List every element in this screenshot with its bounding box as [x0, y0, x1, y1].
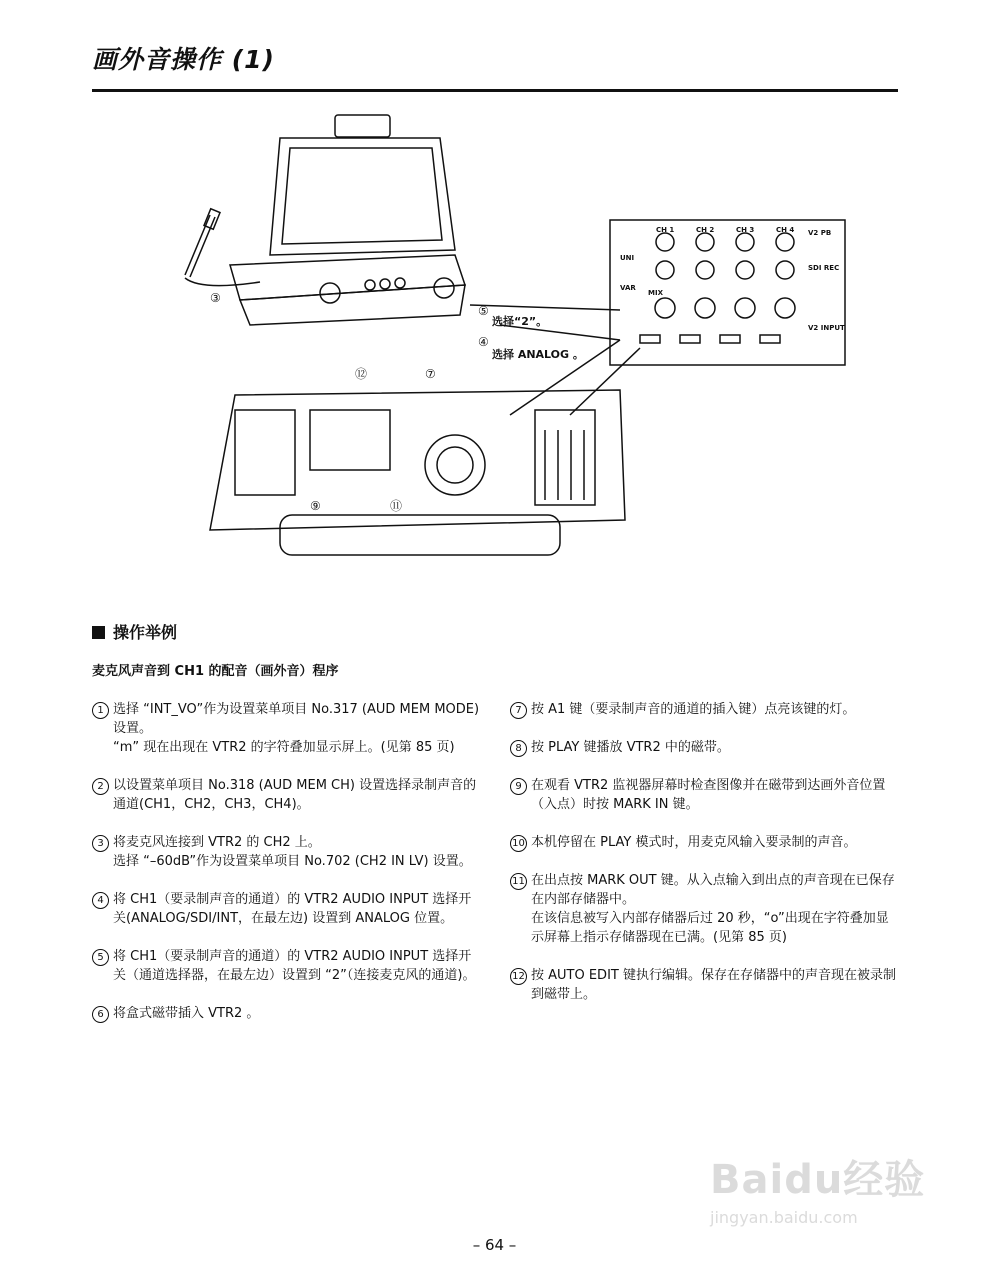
- step-text: 选择 “–60dB”作为设置菜单项目 No.702 (CH2 IN LV) 设置。: [113, 854, 472, 869]
- callout-11: ⑪: [390, 499, 403, 513]
- step-item: [92, 700, 482, 757]
- step-item: [92, 776, 482, 814]
- step-number: 5: [92, 949, 109, 966]
- equipment-illustration: [180, 110, 880, 590]
- step-text: 按 A1 键（要录制声音的通道的插入键）点亮该键的灯。: [531, 702, 856, 717]
- step-number: 2: [92, 778, 109, 795]
- square-bullet-icon: [92, 626, 105, 639]
- callout-12: ⑫: [355, 367, 368, 381]
- watermark-url: jingyan.baidu.com: [710, 1208, 858, 1227]
- knob-row-1: [655, 233, 795, 318]
- step-text: 以设置菜单项目 No.318 (AUD MEM CH) 设置选择录制声音的通道(CH1，CH2，CH3，CH4)。: [113, 778, 477, 812]
- callout-9: ⑨: [310, 499, 321, 513]
- callout-3: ③: [210, 291, 221, 305]
- step-number: 9: [510, 778, 527, 795]
- step-number: 3: [92, 835, 109, 852]
- panel-sdirec: SDI REC: [808, 264, 840, 272]
- step-text: 在出点按 MARK OUT 键。从入点输入到出点的声音现在已保存在内部存储器中。: [531, 873, 895, 907]
- step-text: 将盒式磁带插入 VTR2 。: [113, 1006, 260, 1021]
- watermark-brand: Baidu经验: [710, 1157, 926, 1203]
- step-item: [510, 700, 900, 719]
- steps-left-column: [92, 700, 482, 1042]
- page-number: – 64 –: [472, 1236, 517, 1254]
- step-number: 1: [92, 702, 109, 719]
- step-number: 4: [92, 892, 109, 909]
- step-text: 在该信息被写入内部存储器后过 20 秒，“o”出现在字符叠加显示屏幕上指示存储器现在已满。(见第 85 页): [531, 911, 889, 945]
- step-text: 将 CH1（要录制声音的通道）的 VTR2 AUDIO INPUT 选择开关（通道选择器，在最左边）设置到 “2”（连接麦克风的通道)。: [113, 949, 476, 983]
- step-text: “m” 现在出现在 VTR2 的字符叠加显示屏上。(见第 85 页): [113, 740, 455, 755]
- label-select-analog: 选择 ANALOG 。: [492, 348, 584, 361]
- panel-uni: UNI: [620, 254, 635, 262]
- panel-ch1: CH 1: [656, 226, 675, 234]
- section-subheading: 麦克风声音到 CH1 的配音（画外音）程序: [92, 664, 339, 679]
- step-number: 8: [510, 740, 527, 757]
- step-text: 选择 “INT_VO”作为设置菜单项目 No.317 (AUD MEM MODE) 设置。: [113, 702, 480, 736]
- panel-ch2: CH 2: [696, 226, 715, 234]
- step-item: [510, 871, 900, 947]
- callout-7: ⑦: [425, 367, 436, 381]
- step-number: 12: [510, 968, 527, 985]
- step-item: [92, 1004, 482, 1023]
- section-heading: 操作举例: [92, 620, 177, 643]
- step-item: [92, 833, 482, 871]
- step-item: [510, 833, 900, 852]
- watermark: [690, 1130, 940, 1240]
- page-title: 画外音操作 (1): [92, 45, 275, 74]
- callout-5: ⑤: [478, 304, 489, 318]
- panel-ch4: CH 4: [776, 226, 795, 234]
- step-item: [92, 890, 482, 928]
- callout-4: ④: [478, 335, 489, 349]
- step-item: [510, 738, 900, 757]
- step-text: 将 CH1（要录制声音的通道）的 VTR2 AUDIO INPUT 选择开关(ANALOG/SDI/INT，在最左边) 设置到 ANALOG 位置。: [113, 892, 472, 926]
- step-number: 11: [510, 873, 527, 890]
- step-text: 按 PLAY 键播放 VTR2 中的磁带。: [531, 740, 730, 755]
- panel-mix: MIX: [648, 289, 663, 297]
- step-text: 本机停留在 PLAY 模式时，用麦克风输入要录制的声音。: [531, 835, 857, 850]
- step-item: [510, 966, 900, 1004]
- steps-right-column: [510, 700, 900, 1023]
- panel-ch3: CH 3: [736, 226, 755, 234]
- panel-v2input: V2 INPUT: [808, 324, 845, 332]
- step-number: 6: [92, 1006, 109, 1023]
- step-number: 10: [510, 835, 527, 852]
- panel-v2pb: V2 PB: [808, 229, 832, 237]
- step-text: 将麦克风连接到 VTR2 的 CH2 上。: [113, 835, 321, 850]
- panel-var: VAR: [620, 284, 636, 292]
- label-select-2: 选择“2”。: [492, 315, 548, 328]
- title-rule: [92, 89, 898, 92]
- step-text: 在观看 VTR2 监视器屏幕时检查图像并在磁带到达画外音位置（入点）时按 MARK IN 键。: [531, 778, 886, 812]
- step-item: [92, 947, 482, 985]
- step-text: 按 AUTO EDIT 键执行编辑。保存在存储器中的声音现在被录制到磁带上。: [531, 968, 896, 1002]
- step-item: [510, 776, 900, 814]
- step-number: 7: [510, 702, 527, 719]
